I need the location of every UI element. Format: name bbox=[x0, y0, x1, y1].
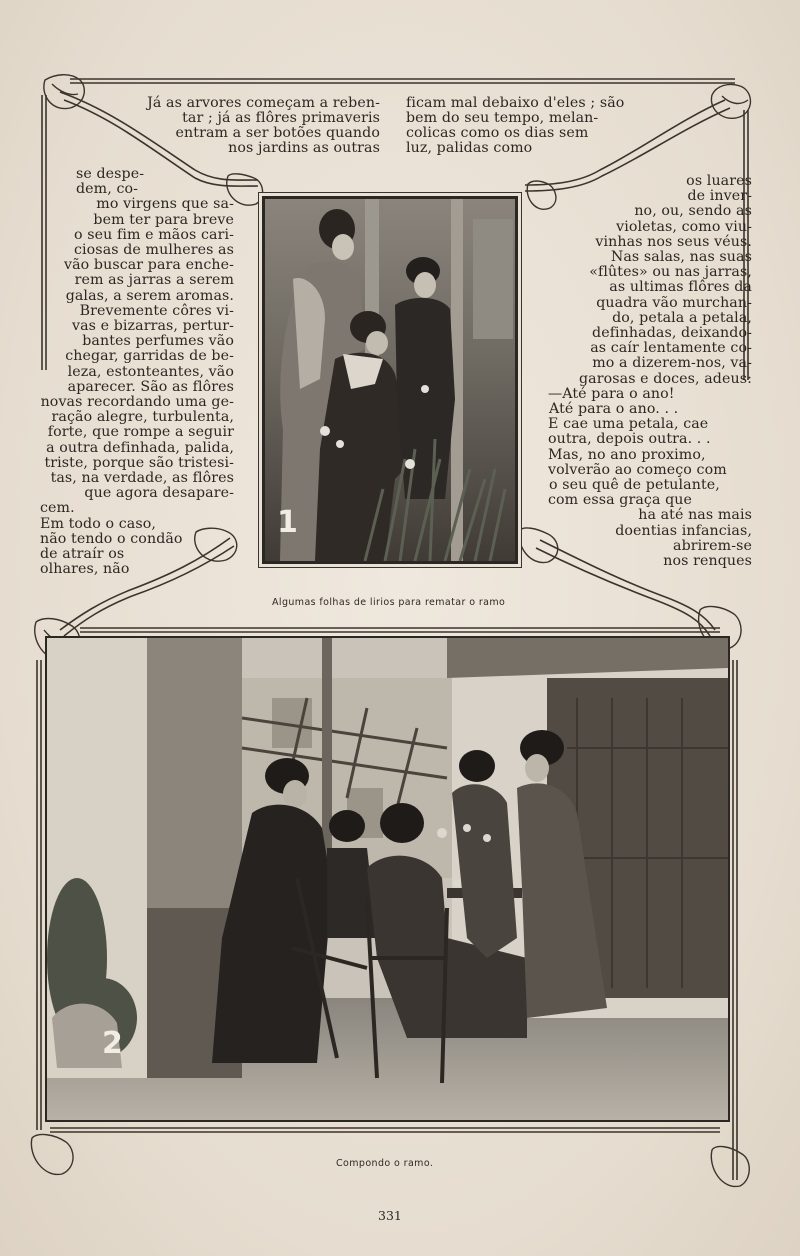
left-column-line: se despe- bbox=[76, 166, 145, 182]
left-column-line: Em todo o caso, bbox=[40, 515, 156, 532]
right-column-line: abrirem-se bbox=[673, 537, 752, 554]
top-right-line-1: ficam mal debaixo d'eles ; são bbox=[406, 95, 625, 111]
left-column-line: Brevemente côres vi- bbox=[79, 302, 234, 319]
left-column-line: rem as jarras a serem bbox=[74, 272, 234, 289]
right-column-line: doentias infancias, bbox=[615, 522, 752, 539]
right-column-line: —Até para o ano! bbox=[548, 385, 675, 402]
right-column-line: Mas, no ano proximo, bbox=[548, 446, 706, 463]
left-column-line: de atraír os bbox=[40, 546, 125, 562]
left-column-line: o seu fim e mãos cari- bbox=[74, 226, 234, 243]
left-column-line: tas, na verdade, as flôres bbox=[50, 470, 234, 486]
left-column-line: a outra definhada, palida, bbox=[46, 439, 234, 456]
right-column-line: mo a dizerem-nos, va- bbox=[592, 355, 752, 372]
photo-1-image bbox=[265, 199, 515, 561]
right-column-line: Até para o ano. . . bbox=[549, 401, 679, 417]
right-column-line: do, petala a petala, bbox=[612, 309, 752, 326]
left-column-line: vas e bizarras, pertur- bbox=[71, 318, 234, 334]
left-column-line: triste, porque são tristesi- bbox=[44, 454, 234, 471]
photo-1-number: 1 bbox=[277, 505, 298, 540]
left-column-line: vão buscar para enche- bbox=[63, 257, 234, 274]
left-column-line: que agora desapare- bbox=[84, 485, 234, 502]
right-column-line: no, ou, sendo as bbox=[634, 203, 752, 220]
left-column-line: aparecer. São as flôres bbox=[67, 378, 234, 395]
left-column-line: galas, a serem aromas. bbox=[65, 287, 234, 304]
left-column-line: cem. bbox=[40, 500, 75, 517]
right-column-line: os luares bbox=[686, 173, 752, 189]
top-right-line-4: luz, palidas como bbox=[406, 140, 533, 156]
right-column-line: outra, depois outra. . . bbox=[548, 431, 711, 448]
left-column-line: bem ter para breve bbox=[93, 211, 234, 228]
left-column-line: forte, que rompe a seguir bbox=[47, 424, 234, 441]
right-column-line: «flûtes» ou nas jarras, bbox=[589, 264, 752, 281]
left-column-line: mo virgens que sa- bbox=[96, 196, 234, 213]
right-column-line: o seu quê de petulante, bbox=[549, 477, 720, 493]
right-column-line: vinhas nos seus véus. bbox=[595, 233, 752, 250]
left-column-line: dem, co- bbox=[76, 181, 139, 198]
left-column-line: ciosas de mulheres as bbox=[73, 242, 234, 258]
right-column-line: garosas e doces, adeus: bbox=[578, 370, 752, 387]
left-column-line: leza, estonteantes, vão bbox=[67, 363, 234, 380]
left-column-line: novas recordando uma ge- bbox=[40, 394, 234, 410]
left-column-line: ração alegre, turbulenta, bbox=[51, 409, 234, 426]
left-column-line: bantes perfumes vão bbox=[82, 333, 234, 350]
right-column-line: de inver- bbox=[687, 188, 752, 205]
top-left-line-1: Já as arvores começam a reben- bbox=[147, 95, 380, 111]
right-column-line: com essa graça que bbox=[548, 492, 693, 509]
top-right-line-2: bem do seu tempo, melan- bbox=[406, 110, 599, 126]
right-column-line: Nas salas, nas suas bbox=[610, 249, 752, 265]
photo-2-caption: Compondo o ramo. bbox=[336, 1158, 434, 1169]
photo-2-image bbox=[47, 638, 728, 1120]
right-column-line: quadra vão murchan- bbox=[596, 294, 752, 311]
photo-2-number: 2 bbox=[102, 1026, 123, 1061]
right-column-line: as caír lentamente co- bbox=[590, 340, 752, 357]
photo-women-composing-bouquet bbox=[45, 636, 730, 1122]
left-column-line: olhares, não bbox=[40, 561, 130, 578]
right-column-line: ha até nas mais bbox=[638, 507, 752, 524]
photo-1-caption: Algumas folhas de lirios para rematar o ramo bbox=[272, 597, 506, 608]
photo-women-picking-irises bbox=[262, 196, 518, 564]
top-left-line-3: entram a ser botões quando bbox=[175, 125, 380, 141]
right-column-line: nos renques bbox=[663, 553, 752, 569]
top-right-line-3: colicas como os dias sem bbox=[406, 125, 589, 141]
right-column-line: volverão ao começo com bbox=[548, 461, 727, 478]
left-column-line: chegar, garridas de be- bbox=[65, 348, 234, 365]
right-column-line: E cae uma petala, cae bbox=[548, 416, 709, 433]
left-column-line: não tendo o condão bbox=[40, 530, 183, 547]
page-number: 331 bbox=[378, 1208, 402, 1223]
right-column-line: violetas, como viu- bbox=[616, 218, 752, 235]
right-column-line: as ultimas flôres da bbox=[609, 279, 752, 296]
top-left-line-2: tar ; já as flôres primaveris bbox=[182, 110, 380, 126]
top-left-line-4: nos jardins as outras bbox=[228, 140, 380, 156]
right-column-line: definhadas, deixando- bbox=[592, 325, 752, 341]
